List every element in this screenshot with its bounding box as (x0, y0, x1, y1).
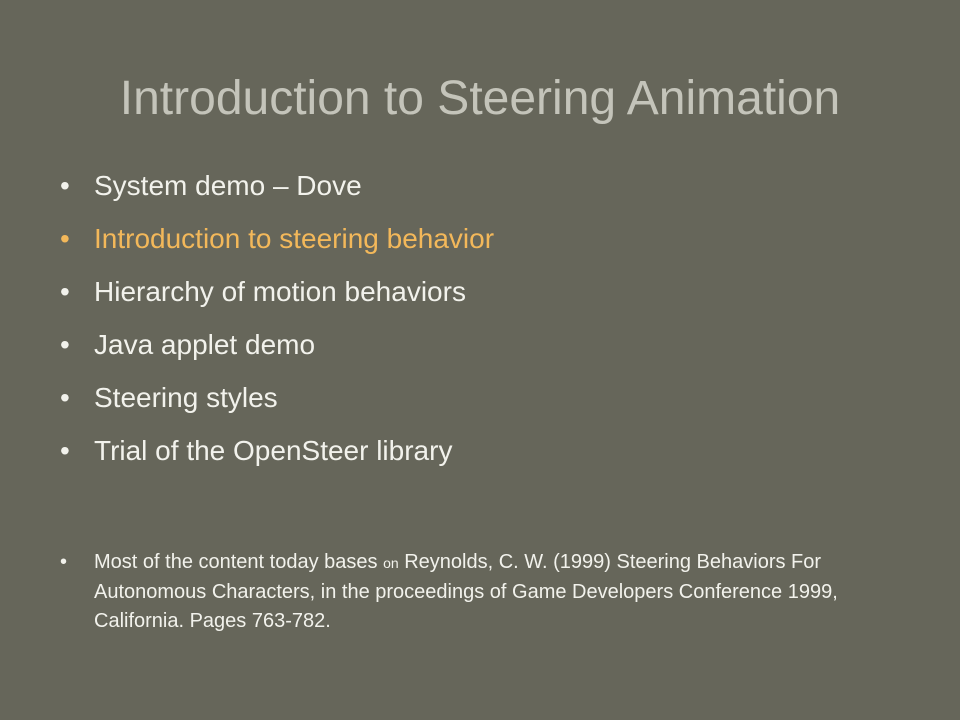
bullet-item-system-demo (60, 170, 920, 202)
reference-note (60, 548, 900, 636)
bullet-dot-icon: • (60, 223, 70, 254)
bullet-list (60, 170, 920, 488)
bullet-item-java-applet (60, 329, 920, 361)
bullet-label: Trial of the OpenSteer library (94, 435, 453, 466)
bullet-dot-icon: • (60, 435, 70, 466)
slide-title: Introduction to Steering Animation (119, 72, 841, 125)
bullet-label: System demo – Dove (94, 170, 362, 201)
reference-note-text-after: Reynolds, C. W. (1999) Steering Behaviors For Autonomous Characters, in the proceedings of Game Developers Conference 1999, California. Pages 763-782. (94, 551, 838, 632)
bullet-dot-icon: • (60, 276, 70, 307)
bullet-dot-icon: • (60, 329, 70, 360)
bullet-item-steering-intro (60, 223, 920, 255)
bullet-label: Introduction to steering behavior (94, 223, 495, 254)
reference-note-text-before: Most of the content today bases (94, 551, 384, 573)
bullet-item-steering-styles (60, 382, 920, 414)
bullet-label: Steering styles (94, 382, 278, 413)
bullet-item-hierarchy (60, 276, 920, 308)
reference-note-small-word: on (383, 555, 399, 571)
bullet-item-opensteer (60, 435, 920, 467)
bullet-dot-icon: • (60, 170, 70, 201)
bullet-label: Hierarchy of motion behaviors (94, 276, 466, 307)
bullet-dot-icon: • (60, 551, 68, 573)
bullet-dot-icon: • (60, 382, 70, 413)
bullet-label: Java applet demo (94, 329, 316, 360)
